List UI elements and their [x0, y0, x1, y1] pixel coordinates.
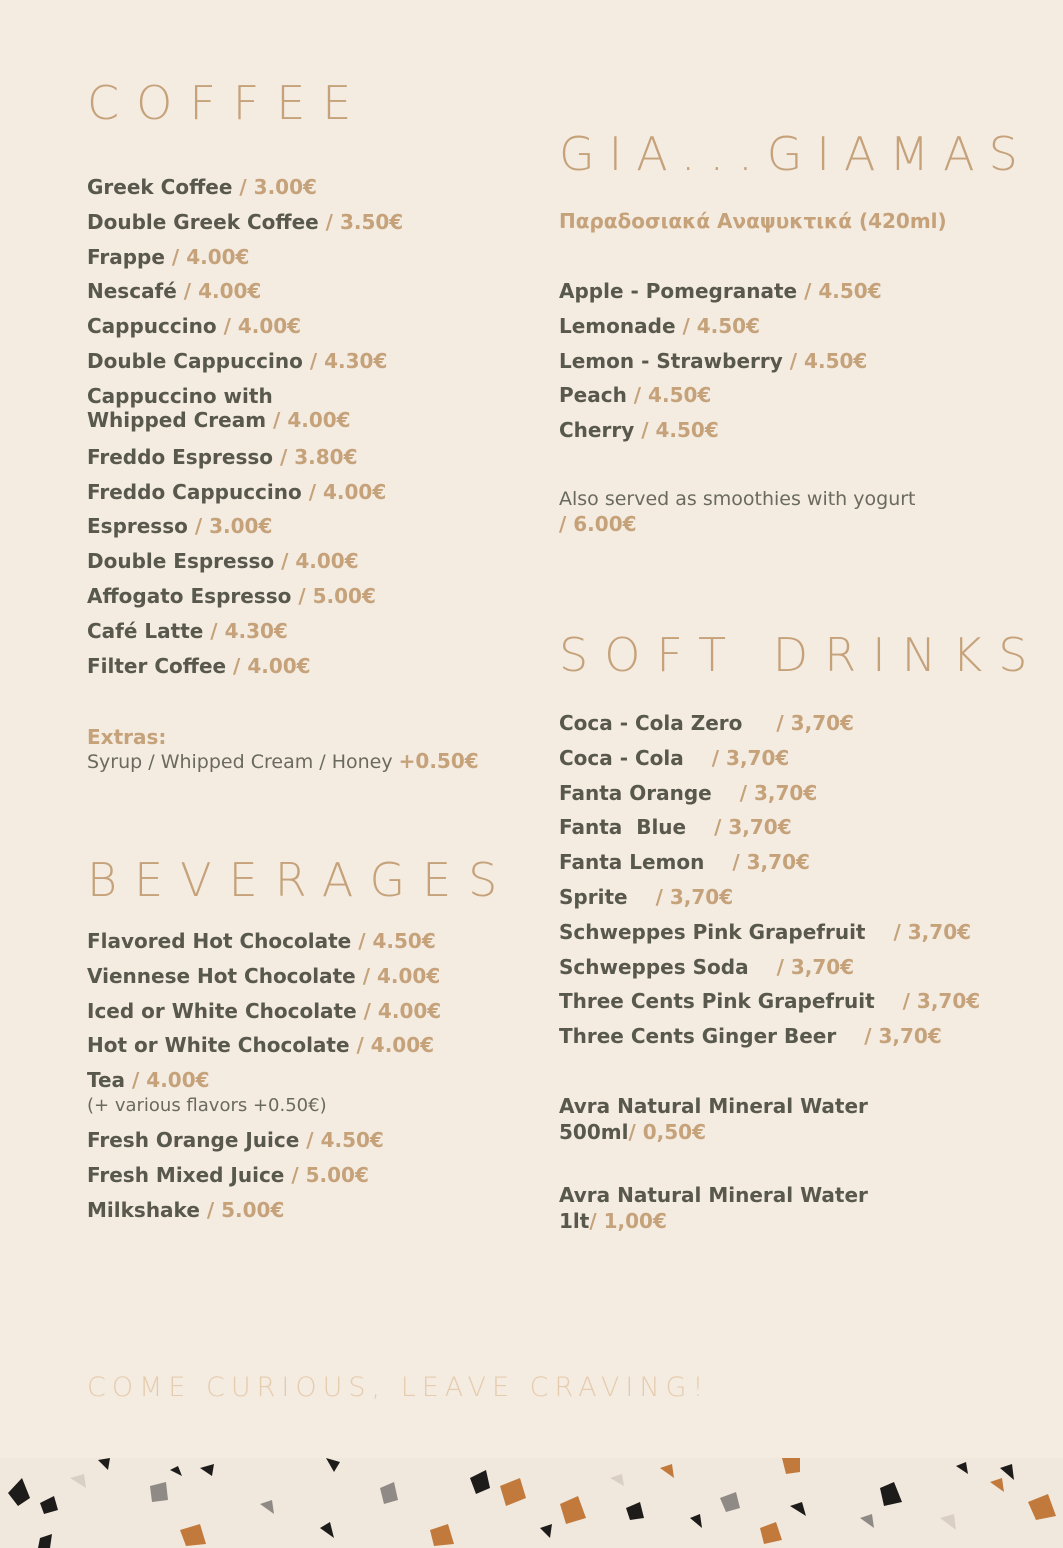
list-item: Espresso / 3.00€: [87, 514, 273, 539]
list-item: Tea / 4.00€ (+ various flavors +0.50€): [87, 1068, 327, 1117]
smoothie-note: Also served as smoothies with yogurt / 6.00€: [559, 488, 916, 536]
list-item: Café Latte / 4.30€: [87, 618, 288, 643]
extras-text: Syrup / Whipped Cream / Honey +0.50€: [87, 749, 479, 773]
terrazzo-chips: [0, 1458, 1063, 1548]
list-item: Hot or White Chocolate / 4.00€: [87, 1033, 435, 1058]
list-item: Freddo Espresso / 3.80€: [87, 444, 358, 469]
list-item: Coca - Cola Zero / 3,70€: [559, 711, 854, 735]
water-500ml: Avra Natural Mineral Water 500ml/ 0,50€: [559, 1094, 868, 1144]
list-item: Cappuccino / 4.00€: [87, 314, 302, 339]
list-item: Double Espresso / 4.00€: [87, 549, 359, 574]
list-item: Viennese Hot Chocolate / 4.00€: [87, 963, 441, 988]
list-item: Coca - Cola / 3,70€: [559, 745, 790, 770]
list-item: Fanta Blue / 3,70€: [559, 815, 792, 840]
list-item: Iced or White Chocolate / 4.00€: [87, 998, 442, 1023]
giagiamas-subtitle: Παραδοσιακά Αναψυκτικά (420ml): [559, 209, 947, 233]
list-item: Freddo Cappuccino / 4.00€: [87, 479, 387, 504]
tagline: COME CURIOUS, LEAVE CRAVING!: [87, 1372, 710, 1403]
soft-drinks-list: [559, 711, 980, 1059]
coffee-title: COFFEE: [87, 76, 369, 130]
beverages-list: [87, 929, 441, 1233]
list-item: Affogato Espresso / 5.00€: [87, 583, 376, 608]
list-item: Schweppes Soda / 3,70€: [559, 954, 855, 979]
terrazzo-pattern: [0, 1458, 1063, 1548]
list-item: Flavored Hot Chocolate / 4.50€: [87, 929, 436, 953]
list-item: Fresh Mixed Juice / 5.00€: [87, 1162, 369, 1187]
extras-label: Extras:: [87, 725, 167, 749]
coffee-extras: [87, 724, 479, 773]
list-item: Lemon - Strawberry / 4.50€: [559, 348, 868, 373]
list-item: Schweppes Pink Grapefruit / 3,70€: [559, 919, 972, 944]
giagiamas-list: [559, 279, 882, 453]
list-item: Frappe / 4.00€: [87, 244, 250, 269]
list-item: Fresh Orange Juice / 4.50€: [87, 1128, 384, 1153]
list-item: Apple - Pomegranate / 4.50€: [559, 279, 882, 303]
list-item: Three Cents Ginger Beer / 3,70€: [559, 1024, 942, 1049]
list-item: Greek Coffee / 3.00€: [87, 175, 317, 199]
soft-drinks-title: SOFT DRINKS: [559, 628, 1044, 682]
list-item: Nescafé / 4.00€: [87, 279, 262, 304]
giagiamas-title: GIA...GIAMAS: [559, 127, 1032, 181]
list-item: Double Cappuccino / 4.30€: [87, 348, 388, 373]
list-item: Three Cents Pink Grapefruit / 3,70€: [559, 989, 981, 1014]
list-item: Lemonade / 4.50€: [559, 313, 761, 338]
list-item: Sprite / 3,70€: [559, 884, 734, 909]
water-1lt: Avra Natural Mineral Water 1lt/ 1,00€: [559, 1183, 868, 1233]
coffee-list: [87, 175, 403, 688]
list-item: Filter Coffee / 4.00€: [87, 653, 311, 678]
list-item: Peach / 4.50€: [559, 383, 712, 408]
list-item: Cappuccino with Whipped Cream / 4.00€: [87, 383, 351, 432]
beverages-title: BEVERAGES: [87, 853, 515, 907]
list-item: Cherry / 4.50€: [559, 418, 719, 443]
list-item: Fanta Lemon / 3,70€: [559, 850, 810, 875]
list-item: Milkshake / 5.00€: [87, 1197, 285, 1222]
list-item: Double Greek Coffee / 3.50€: [87, 209, 404, 234]
list-item: Fanta Orange / 3,70€: [559, 780, 818, 805]
